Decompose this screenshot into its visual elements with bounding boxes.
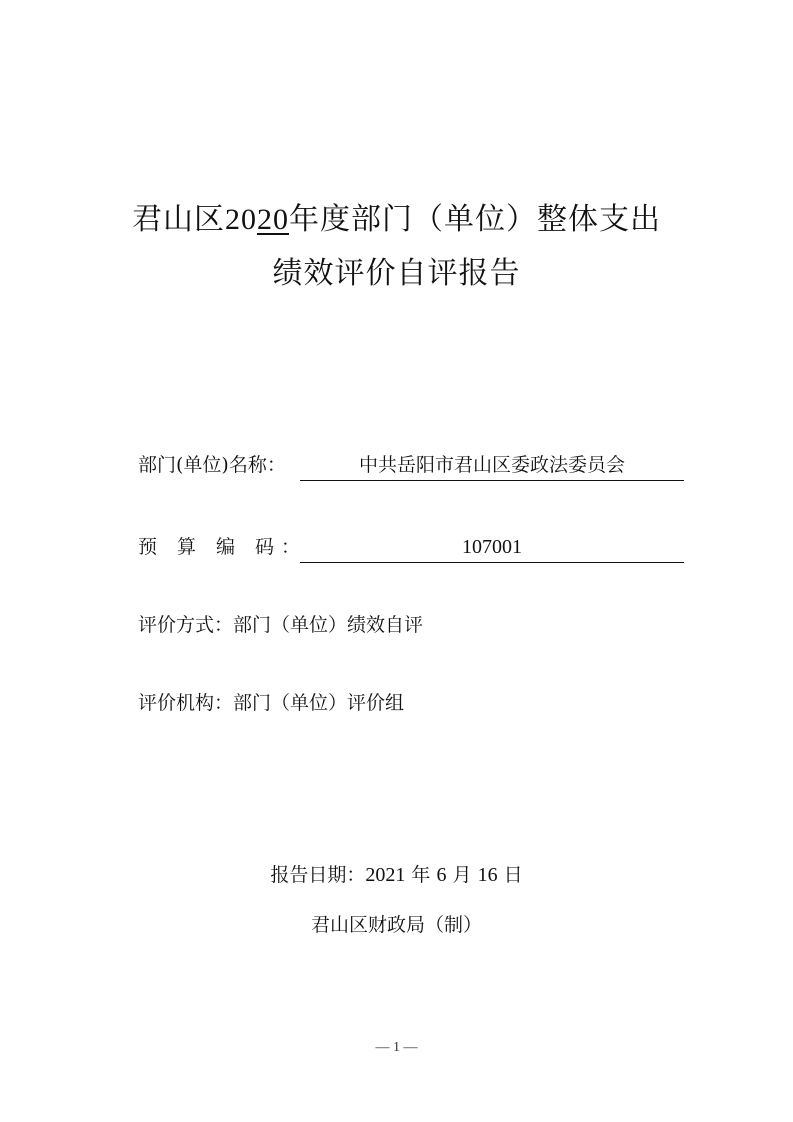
report-date-month: 6 — [436, 864, 447, 886]
report-date-month-unit: 月 — [452, 864, 472, 886]
report-date — [0, 862, 793, 888]
unit-name-value: 中共岳阳市君山区委政法委员会 — [300, 452, 684, 481]
title-suffix: 年度部门（单位）整体支出 — [289, 202, 661, 237]
unit-name-label: 部门(单位)名称： — [138, 454, 286, 476]
report-date-year-unit: 年 — [411, 864, 431, 886]
report-date-day: 16 — [477, 864, 498, 886]
budget-code-value: 107001 — [300, 534, 684, 563]
document-title-line-1 — [0, 202, 793, 238]
budget-code-label: 预 算 编 码： — [138, 536, 300, 558]
document-title-line-2: 绩效评价自评报告 — [272, 256, 521, 291]
issuer: 君山区财政局（制） — [310, 914, 482, 936]
report-date-day-unit: 日 — [503, 864, 523, 886]
unit-name-row — [138, 452, 286, 478]
report-date-year: 2021 — [365, 864, 406, 886]
budget-code-row — [138, 534, 300, 560]
title-year-part-2: 20 — [257, 203, 289, 236]
eval-method: 评价方式：部门（单位）绩效自评 — [138, 614, 424, 636]
page-number: — 1 — — [375, 1040, 418, 1055]
eval-org: 评价机构：部门（单位）评价组 — [138, 692, 405, 714]
title-prefix: 君山区 — [132, 202, 225, 237]
report-date-label: 报告日期： — [270, 864, 366, 886]
title-year-part-1: 20 — [225, 203, 257, 236]
